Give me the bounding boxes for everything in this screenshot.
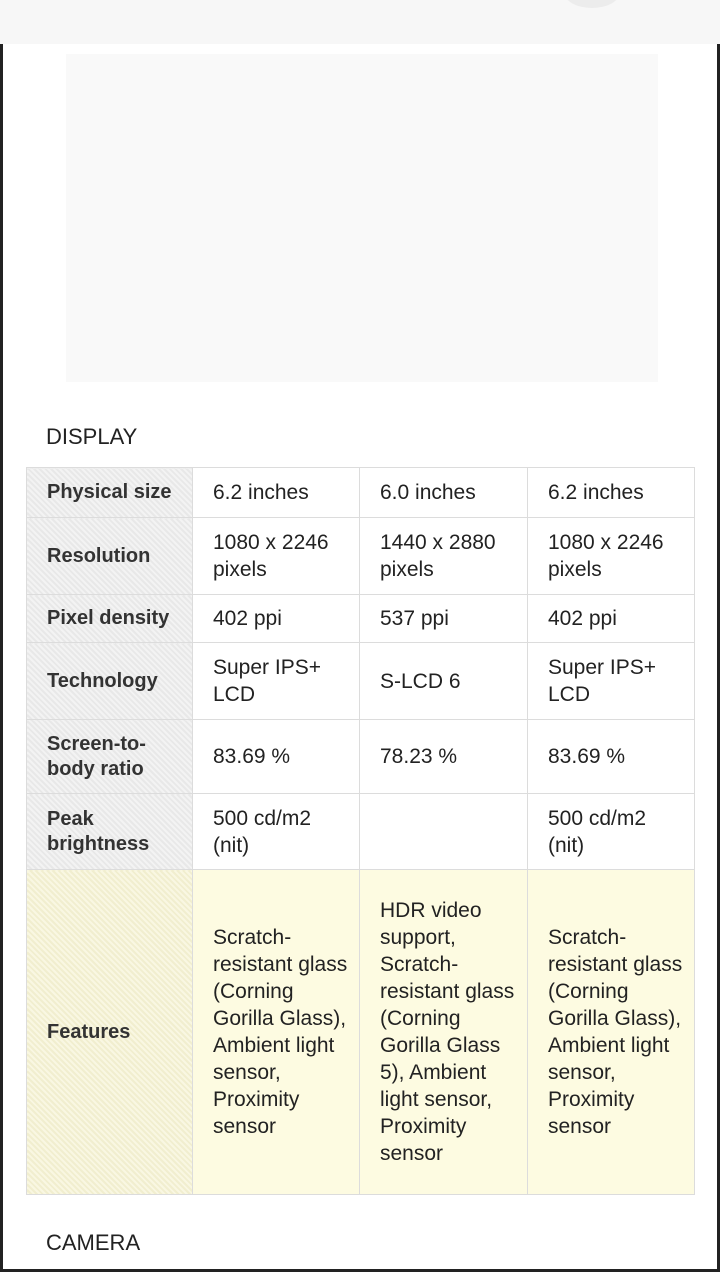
spec-value: Super IPS+ LCD [528,643,695,720]
spec-value: 6.2 inches [528,468,695,518]
top-bar [0,0,720,45]
spec-value: 1440 x 2880 pixels [360,518,528,595]
spec-row-pixel-density [27,595,695,643]
spec-row-resolution [27,518,695,595]
row-label: Physical size [27,468,193,518]
row-label: Peak brightness [27,794,193,870]
display-spec-table [26,467,695,1195]
spec-value: 6.2 inches [193,468,360,518]
spec-value [360,794,528,870]
camera-section-heading: CAMERA [46,1230,141,1255]
row-label: Technology [27,643,193,720]
row-label: Resolution [27,518,193,595]
spec-row-peak-brightness [27,794,695,870]
spec-value: S-LCD 6 [360,643,528,720]
spec-row-technology [27,643,695,720]
frame-border-left [0,44,3,1272]
row-label: Pixel density [27,595,193,643]
spec-value: 78.23 % [360,720,528,794]
spec-value: 537 ppi [360,595,528,643]
spec-value: 500 cd/m2 (nit) [193,794,360,870]
spec-value: 83.69 % [193,720,360,794]
spec-row-physical-size [27,468,695,518]
spec-value: 500 cd/m2 (nit) [528,794,695,870]
spec-value: Scratch-resistant glass (Corning Gorilla Glass), Ambient light sensor, Proximity sensor [528,870,695,1195]
row-label: Screen-to-body ratio [27,720,193,794]
display-section-heading: DISPLAY [46,424,138,449]
spec-row-features [27,870,695,1195]
ad-placeholder [66,54,658,382]
spec-value: 402 ppi [528,595,695,643]
row-label: Features [27,870,193,1195]
page-content [0,44,720,1272]
spec-value: 1080 x 2246 pixels [528,518,695,595]
spec-value: Scratch-resistant glass (Corning Gorilla Glass), Ambient light sensor, Proximity sensor [193,870,360,1195]
spec-value: Super IPS+ LCD [193,643,360,720]
spec-value: 83.69 % [528,720,695,794]
menu-button[interactable] [564,0,620,8]
spec-value: 6.0 inches [360,468,528,518]
spec-value: HDR video support, Scratch-resistant glass (Corning Gorilla Glass 5), Ambient light sensor, Proximity sensor [360,870,528,1195]
spec-value: 402 ppi [193,595,360,643]
spec-row-screen-to-body [27,720,695,794]
spec-value: 1080 x 2246 pixels [193,518,360,595]
